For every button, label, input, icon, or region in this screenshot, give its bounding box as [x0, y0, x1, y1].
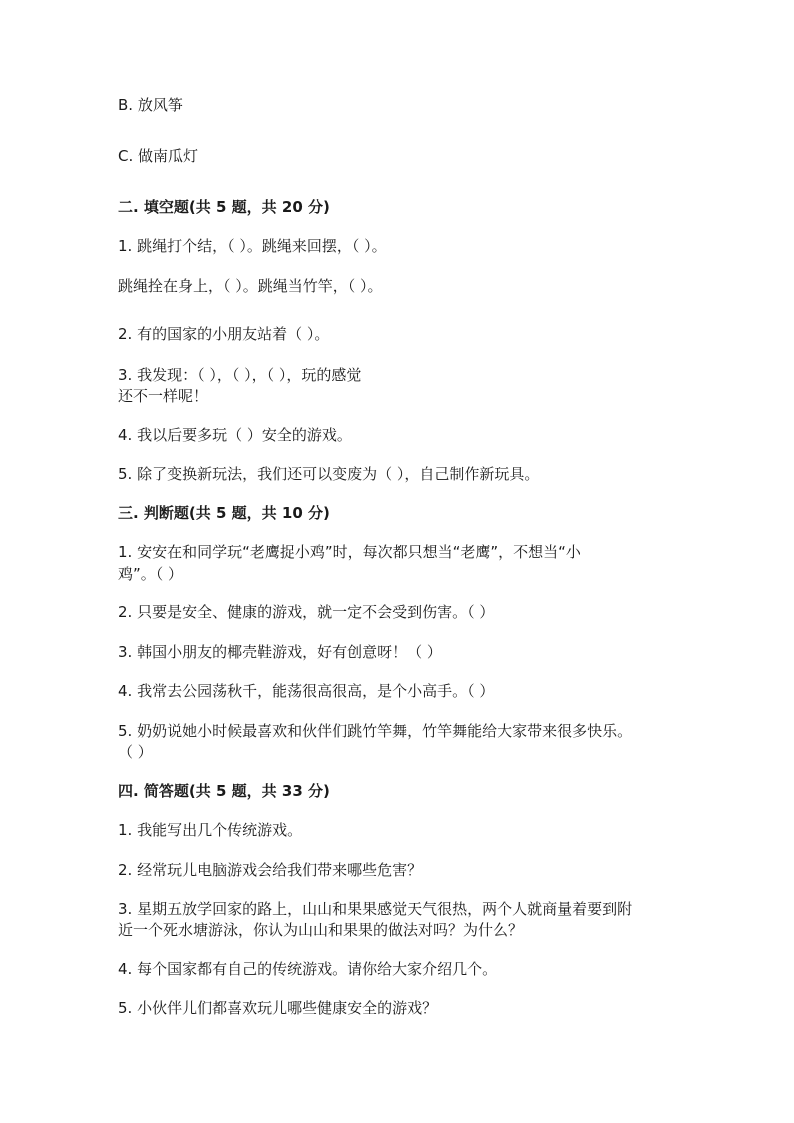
s3-q2: 2. 只要是安全、健康的游戏，就一定不会受到伤害。（ ） — [118, 603, 495, 621]
s4-q1: 1. 我能写出几个传统游戏。 — [118, 821, 303, 839]
s2-q1-line2: 跳绳拴在身上，（ ）。跳绳当竹竿，（ ）。 — [118, 277, 383, 295]
option-b: B. 放风筝 — [118, 96, 183, 114]
s2-q2: 2. 有的国家的小朋友站着（ ）。 — [118, 325, 330, 343]
s3-q5-line2: （ ） — [118, 743, 153, 761]
s3-q4: 4. 我常去公园荡秋千，能荡很高很高，是个小高手。（ ） — [118, 682, 495, 700]
s3-q1-line1: 1. 安安在和同学玩“老鹰捉小鸡”时，每次都只想当“老鹰”，不想当“小 — [118, 543, 581, 561]
s2-q5: 5. 除了变换新玩法，我们还可以变废为（ ），自己制作新玩具。 — [118, 465, 540, 483]
s2-q4: 4. 我以后要多玩（ ）安全的游戏。 — [118, 426, 352, 444]
s3-q1-line2: 鸡”。（ ） — [118, 565, 184, 583]
s2-q3-line1: 3. 我发现：（ ），（ ），（ ），玩的感觉 — [118, 366, 362, 384]
option-c: C. 做南瓜灯 — [118, 147, 199, 165]
s4-q2: 2. 经常玩儿电脑游戏会给我们带来哪些危害？ — [118, 861, 423, 879]
s3-q3: 3. 韩国小朋友的椰壳鞋游戏，好有创意呀！（ ） — [118, 643, 442, 661]
s3-q5-line1: 5. 奶奶说她小时候最喜欢和伙伴们跳竹竿舞，竹竿舞能给大家带来很多快乐。 — [118, 722, 633, 740]
section-3-heading: 三. 判断题(共 5 题，共 10 分) — [118, 504, 330, 522]
s2-q3-line2: 还不一样呢！ — [118, 387, 209, 405]
s4-q3-line1: 3. 星期五放学回家的路上，山山和果果感觉天气很热，两个人就商量着要到附 — [118, 900, 633, 918]
section-4-heading: 四. 简答题(共 5 题，共 33 分) — [118, 782, 330, 800]
s2-q1-line1: 1. 跳绳打个结，（ ）。跳绳来回摆，（ ）。 — [118, 237, 387, 255]
s4-q3-line2: 近一个死水塘游泳，你认为山山和果果的做法对吗？为什么？ — [118, 921, 524, 939]
s4-q4: 4. 每个国家都有自己的传统游戏。请你给大家介绍几个。 — [118, 960, 498, 978]
s4-q5: 5. 小伙伴儿们都喜欢玩儿哪些健康安全的游戏？ — [118, 999, 438, 1017]
section-2-heading: 二. 填空题(共 5 题，共 20 分) — [118, 198, 330, 216]
